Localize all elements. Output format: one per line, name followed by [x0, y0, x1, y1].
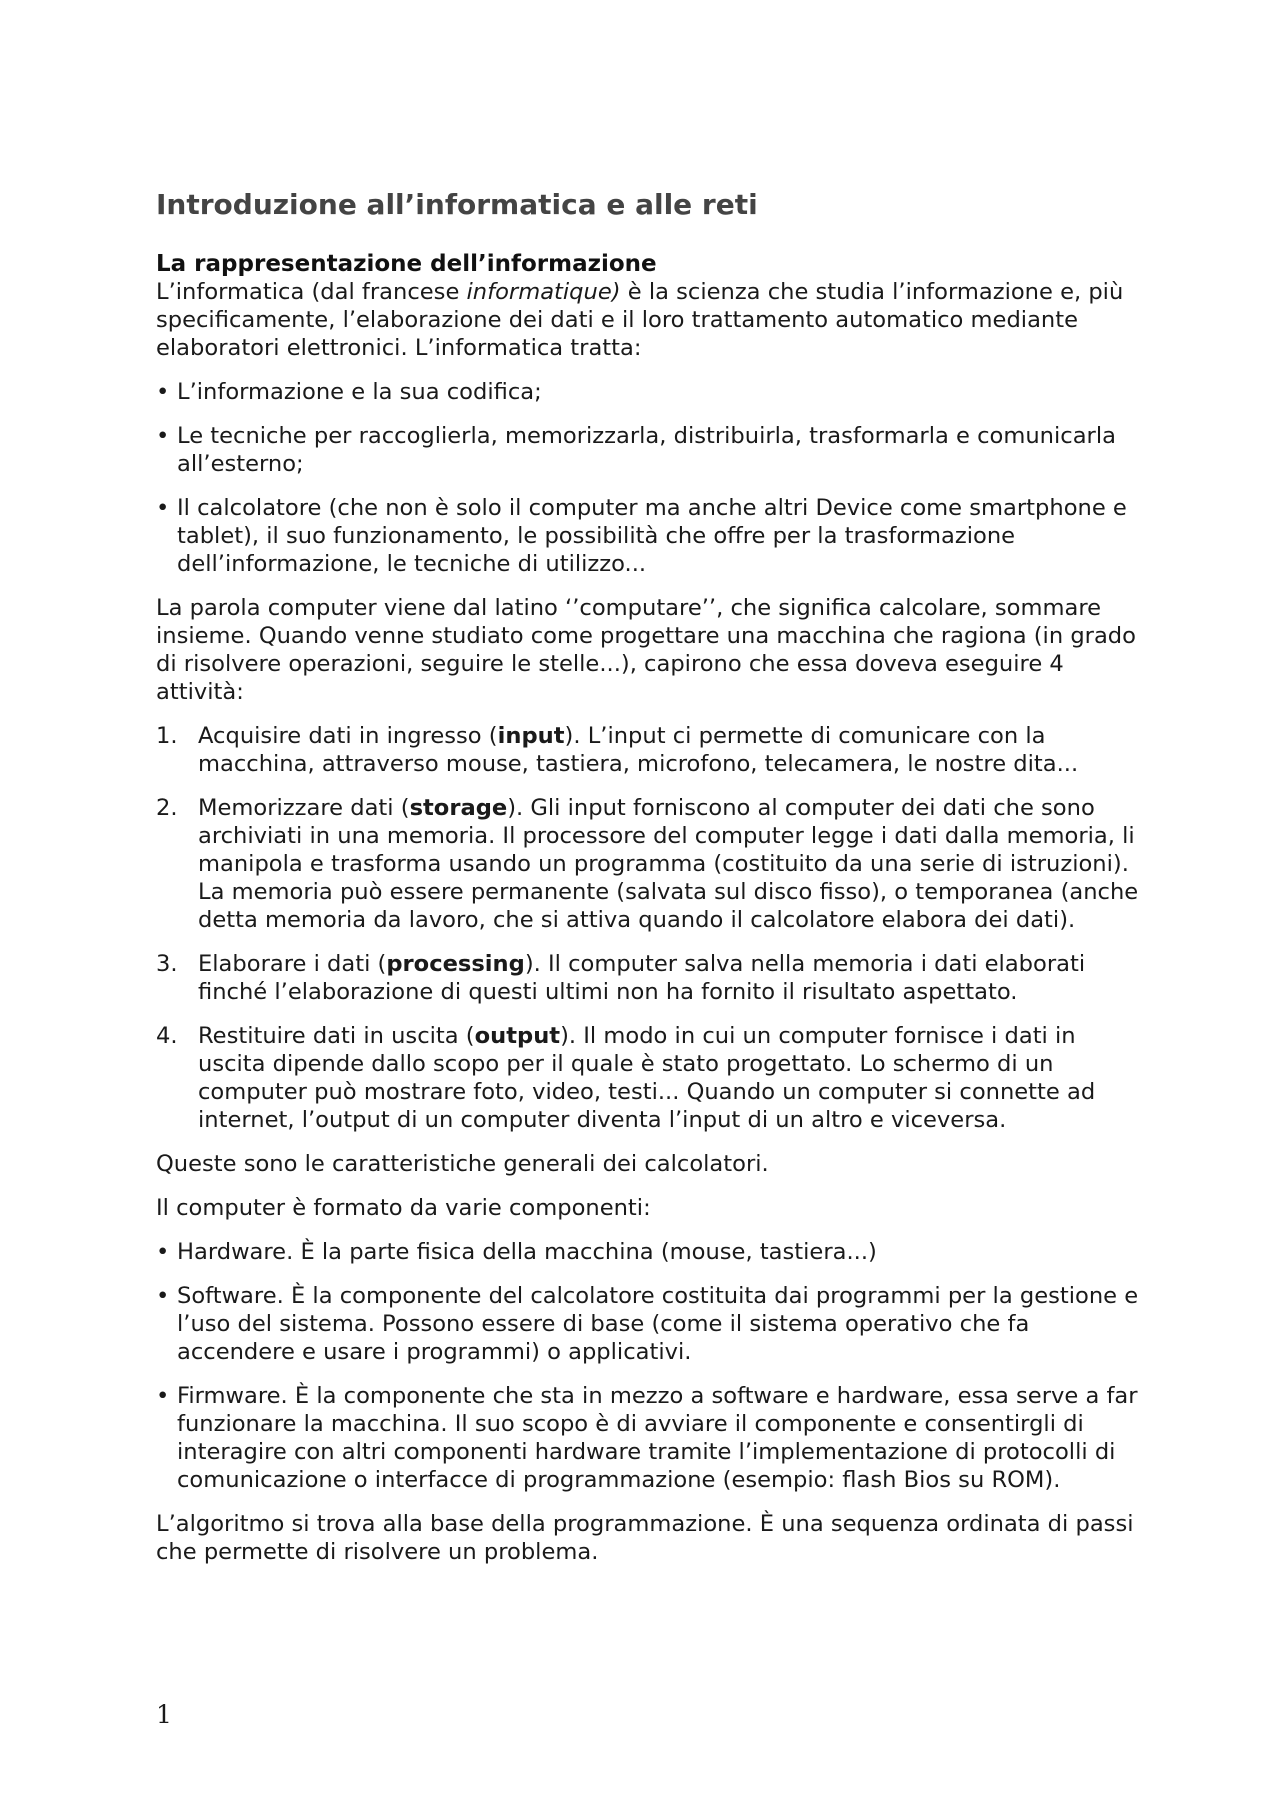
activities-list	[156, 722, 1146, 1134]
list-item-text: ). Il modo in cui un computer fornisce i dati in uscita dipende dallo scopo per il quale è stato progettato. Lo schermo di un computer può mostrare foto, video, testi... Quando un computer si connette ad internet, l’output di un computer diventa l’input di un altro e viceversa.	[198, 1023, 1096, 1133]
bullet-icon: •	[156, 495, 170, 521]
list-item	[156, 378, 1146, 406]
list-item	[156, 950, 1146, 1006]
list-item-text: L’informazione e la sua codifica;	[177, 379, 542, 405]
keyword: storage	[409, 795, 508, 821]
list-item-text: Software. È la componente del calcolatore costituita dai programmi per la gestione e l’uso del sistema. Possono essere di base (come il sistema operativo che fa accendere e usare i programmi) o applicativi.	[177, 1283, 1139, 1365]
bullet-icon: •	[156, 423, 170, 449]
keyword: processing	[386, 951, 525, 977]
intro-paragraph	[156, 278, 1146, 362]
general-characteristics-paragraph: Queste sono le caratteristiche generali dei calcolatori.	[156, 1151, 769, 1177]
bullet-icon: •	[156, 379, 170, 405]
intro-text-start: L’informatica (dal francese	[156, 279, 467, 305]
list-item-text: Restituire dati in uscita (	[198, 1023, 475, 1049]
algorithm-paragraph: L’algoritmo si trova alla base della programmazione. È una sequenza ordinata di passi che permette di risolvere un problema.	[156, 1511, 1134, 1565]
list-item	[156, 1022, 1146, 1134]
intro-emphasis: informatique)	[466, 279, 621, 305]
list-item	[156, 1382, 1146, 1494]
list-item-text: Le tecniche per raccoglierla, memorizzarla, distribuirla, trasformarla e comunicarla all’esterno;	[177, 423, 1116, 477]
list-item	[156, 494, 1146, 578]
page-number: 1	[156, 1700, 172, 1729]
list-item-text: Firmware. È la componente che sta in mezzo a software e hardware, essa serve a far funzionare la macchina. Il suo scopo è di avviare il componente e consentirgli di interagire con altri componenti hardware tramite l’implementazione di protocolli di comunicazione o interfacce di programmazione (esempio: flash Bios su ROM).	[177, 1383, 1138, 1493]
document-page	[156, 188, 1146, 1582]
section-heading: La rappresentazione dell’informazione	[156, 251, 657, 277]
bullet-icon: •	[156, 1283, 170, 1309]
list-item	[156, 1238, 1146, 1266]
keyword: input	[497, 723, 565, 749]
list-item-text: ). Gli input forniscono al computer dei dati che sono archiviati in una memoria. Il processore del computer legge i dati dalla memoria, li manipola e trasforma usando un programma (costituito da una serie di istruzioni). La memoria può essere permanente (salvata sul disco fisso), o temporanea (anche detta memoria da lavoro, che si attiva quando il calcolatore elabora dei dati).	[198, 795, 1139, 933]
document-title: Introduzione all’informatica e alle reti	[156, 188, 758, 221]
topics-list	[156, 378, 1146, 578]
bullet-icon: •	[156, 1383, 170, 1409]
components-intro-paragraph: Il computer è formato da varie componenti:	[156, 1195, 651, 1221]
bullet-icon: •	[156, 1239, 170, 1265]
intro-text-end: è la scienza che studia l’informazione e, più specificamente, l’elaborazione dei dati e il loro trattamento automatico mediante elaboratori elettronici. L’informatica tratta:	[156, 279, 1124, 361]
item-number: 1.	[156, 723, 178, 749]
components-list	[156, 1238, 1146, 1494]
item-number: 4.	[156, 1023, 178, 1049]
computer-paragraph: La parola computer viene dal latino ‘’computare’’, che significa calcolare, sommare insieme. Quando venne studiato come progettare una macchina che ragiona (in grado di risolvere operazioni, seguire le stelle...), capirono che essa doveva eseguire 4 attività:	[156, 595, 1136, 705]
list-item	[156, 1282, 1146, 1366]
list-item	[156, 422, 1146, 478]
list-item	[156, 722, 1146, 778]
list-item-text: Acquisire dati in ingresso (	[198, 723, 498, 749]
keyword: output	[474, 1023, 561, 1049]
item-number: 2.	[156, 795, 178, 821]
list-item-text: Elaborare i dati (	[198, 951, 387, 977]
list-item-text: Memorizzare dati (	[198, 795, 410, 821]
list-item-text: ). Il computer salva nella memoria i dati elaborati finché l’elaborazione di questi ultimi non ha fornito il risultato aspettato.	[198, 951, 1086, 1005]
list-item	[156, 794, 1146, 934]
list-item-text: ). L’input ci permette di comunicare con la macchina, attraverso mouse, tastiera, microfono, telecamera, le nostre dita...	[198, 723, 1079, 777]
item-number: 3.	[156, 951, 178, 977]
list-item-text: Il calcolatore (che non è solo il computer ma anche altri Device come smartphone e tablet), il suo funzionamento, le possibilità che offre per la trasformazione dell’informazione, le tecniche di utilizzo...	[177, 495, 1127, 577]
list-item-text: Hardware. È la parte fisica della macchina (mouse, tastiera...)	[177, 1239, 877, 1265]
